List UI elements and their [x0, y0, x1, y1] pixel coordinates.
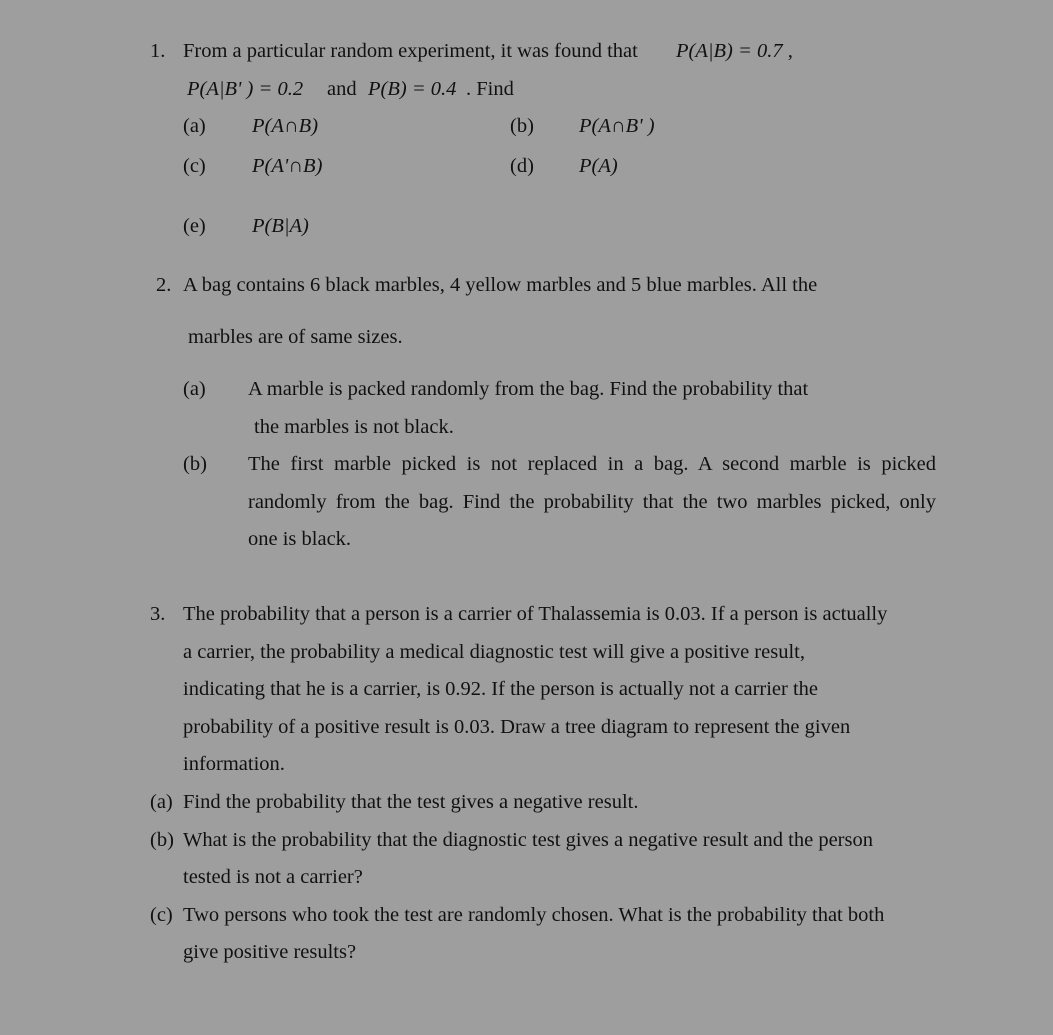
q1-and: and	[327, 78, 357, 100]
q2-part-a-label: (a)	[183, 378, 206, 400]
q2-number: 2.	[156, 274, 172, 296]
q1-given-3: P(B) = 0.4	[368, 78, 457, 100]
q1-part-e-label: (e)	[183, 215, 206, 237]
q2-part-b-line-3: one is black.	[248, 528, 352, 550]
q3-part-a-text: Find the probability that the test gives a negative result.	[183, 791, 639, 813]
q2-part-a-line-1: A marble is packed randomly from the bag. Find the probability that	[248, 378, 809, 400]
q1-part-b-expr: P(A∩B' )	[579, 115, 655, 137]
q1-part-c-expr: P(A'∩B)	[252, 155, 323, 177]
q3-line: probability of a positive result is 0.03. Draw a tree diagram to represent the given	[183, 716, 851, 738]
q1-part-a-expr: P(A∩B)	[252, 115, 319, 137]
q3-part-a-label: (a)	[150, 791, 173, 813]
q2-line-1: A bag contains 6 black marbles, 4 yellow marbles and 5 blue marbles. All the	[183, 274, 818, 296]
q1-given-2: P(A|B' ) = 0.2	[187, 78, 304, 100]
q1-part-d-label: (d)	[510, 155, 534, 177]
q1-part-c-label: (c)	[183, 155, 206, 177]
q3-part-c-line-2: give positive results?	[183, 941, 357, 963]
q1-part-d-expr: P(A)	[579, 155, 618, 177]
q3-part-c-line-1: Two persons who took the test are randomly chosen. What is the probability that both	[183, 904, 885, 926]
q1-given-1: P(A|B) = 0.7 ,	[676, 40, 793, 62]
q3-part-b-label: (b)	[150, 829, 174, 851]
q1-text: From a particular random experiment, it was found that	[183, 40, 638, 62]
q3-part-b-line-1: What is the probability that the diagnostic test gives a negative result and the person	[183, 829, 873, 851]
q3-part-b-line-2: tested is not a carrier?	[183, 866, 363, 888]
q2-part-b-label: (b)	[183, 453, 207, 475]
q3-line: information.	[183, 753, 285, 775]
q2-part-b-line-1: The first marble picked is not replaced in a bag. A second marble is picked	[248, 453, 936, 475]
q1-part-b-label: (b)	[510, 115, 534, 137]
q3-line: a carrier, the probability a medical diagnostic test will give a positive result,	[183, 641, 805, 663]
q3-number: 3.	[150, 603, 166, 625]
q3-line: indicating that he is a carrier, is 0.92. If the person is actually not a carrier the	[183, 678, 819, 700]
q3-line: The probability that a person is a carrier of Thalassemia is 0.03. If a person is actually	[183, 603, 888, 625]
q1-number: 1.	[150, 40, 166, 62]
q1-find: . Find	[466, 78, 514, 100]
q2-line-2: marbles are of same sizes.	[188, 326, 403, 348]
q2-part-a-line-2: the marbles is not black.	[254, 416, 454, 438]
q1-part-e-expr: P(B|A)	[252, 215, 309, 237]
q1-part-a-label: (a)	[183, 115, 206, 137]
q2-part-b-line-2: randomly from the bag. Find the probability that the two marbles picked, only	[248, 491, 936, 513]
q3-part-c-label: (c)	[150, 904, 173, 926]
